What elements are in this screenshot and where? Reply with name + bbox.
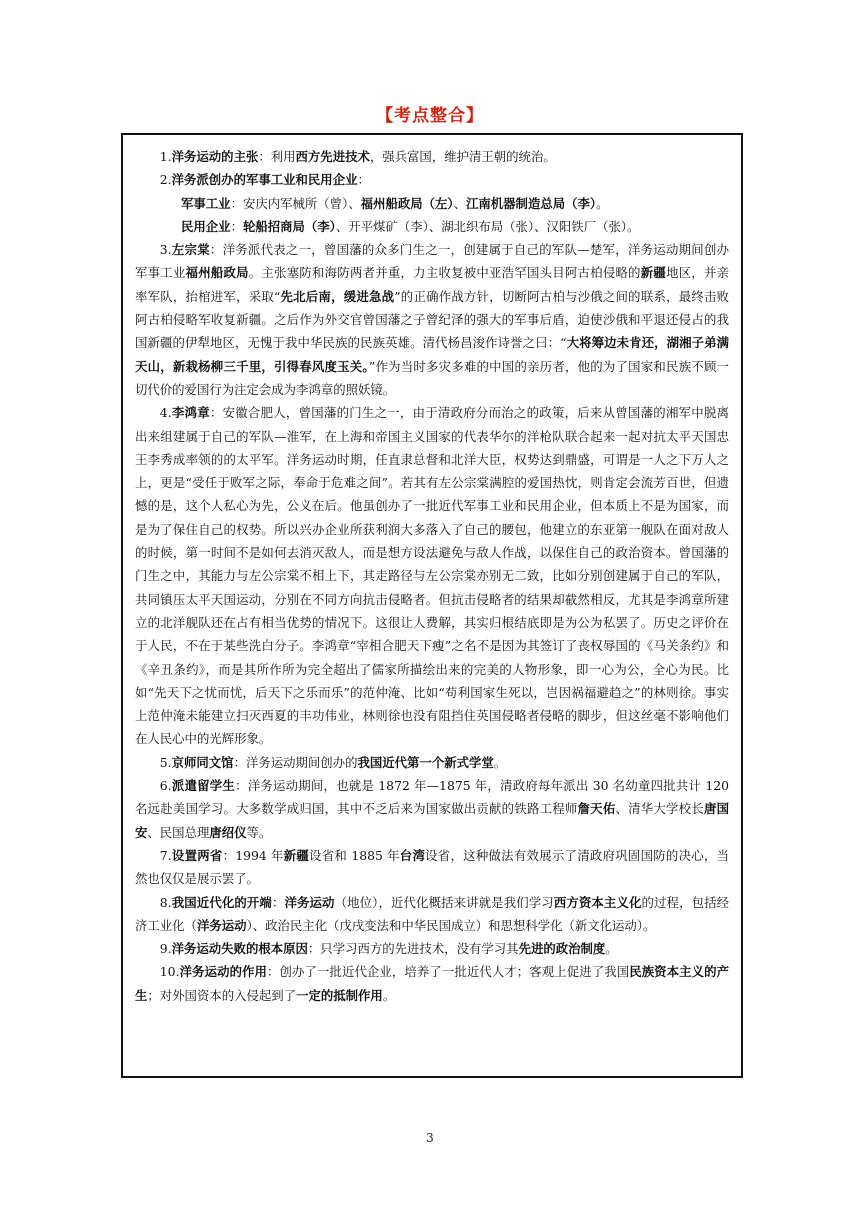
text-run: 的过程，包括经济工业化（ (135, 894, 730, 933)
bold-text: 唐国安 (135, 801, 730, 840)
page-number: 3 (426, 1131, 434, 1145)
text-run: ：安庆内军械所（曾）、 (230, 195, 361, 211)
text-run: 。 (605, 941, 618, 957)
text-run: 7. (159, 847, 172, 863)
content-box (121, 133, 743, 1078)
bold-text: 洋务运动的作用 (179, 964, 268, 980)
text-run: 、开平煤矿（李）、湖北织布局（张）、汉阳铁厂（张）。 (335, 218, 640, 234)
text-run: ：洋务运动期间创办的 (233, 754, 358, 770)
text-run: 设省，这种做法有效展示了清政府巩固国防的决心，当然也仅仅是展示罢了。 (135, 847, 730, 887)
paragraph-1 (135, 145, 729, 168)
text-run: ）、政治民主化（戊戌变法和中华民国成立）和思想科学化（新文化运动）。 (246, 917, 656, 933)
text-run: 8. (159, 894, 172, 910)
text-run: 设省和 1885 年 (309, 847, 400, 863)
bold-text: 我国近代第一个新式学堂 (357, 754, 494, 770)
text-run: ： (271, 894, 285, 910)
text-run: 。 (382, 987, 396, 1003)
bold-text: 西方先进技术 (295, 149, 370, 164)
text-run: 9. (159, 941, 172, 957)
text-run: ”作为当时多灾多难的中国的亲历者，他的为了国家和民族不顾一切代价的爱国行为注定会成为李鸿章的照妖镜。 (135, 358, 729, 397)
text-run: 10. (159, 964, 180, 980)
text-run: 2. (159, 172, 172, 188)
section-title: 【考点整合】 (376, 106, 484, 126)
bold-text: 民用企业 (181, 218, 231, 234)
text-run: 。主张塞防和海防两者并重，力主收复被中亚浩罕国头目阿古柏侵略的 (248, 265, 641, 281)
bold-text: 轮船招商局（李） (242, 218, 336, 234)
paragraph-9 (135, 844, 729, 891)
text-run: 、清华大学校长 (615, 801, 704, 817)
text-run: ： (357, 172, 370, 188)
text-run: ：创办了一批近代企业，培养了一批近代人才；客观上促进了我国 (267, 964, 630, 980)
text-run: 、民国总理 (147, 824, 210, 840)
text-run: （地位），近代化概括来讲就是我们学习 (334, 894, 554, 910)
bold-text: 詹天佑 (577, 801, 616, 817)
text-run: 。 (493, 754, 507, 770)
bold-text: 江南机器制造总局（李） (466, 195, 597, 211)
bold-text: 设置两省 (171, 847, 223, 863)
text-run: ：安徽合肥人，曾国藩的门生之一，由于清政府分而治之的政策，后来从曾国藩的湘军中脱离出来组建属于自己的军队—淮军，在上海和帝国主义国家的代表华尔的洋枪队联合起来一起对抗太平天国忠王李秀成率领的的太平军。洋务运动时期，任直隶总督和北洋大臣，权势达到鼎盛，可谓是一人之下万人之上，更是“受任于败军之际，奉命于危难之间”。若其有左公宗棠满腔的爱国热忱，则肯定会流芳百世，但遗憾的是，这个人私心为先，公义在后。他虽创办了一批近代军事工业和民用企业，但本质上不是为国家，而是为了保住自己的权势。所以兴办企业所获利润大多落入了自己的腰包，他建立的东亚第一舰队在面对敌人的时候，第一时间不是如何去消灭敌人，而是想方设法避免与敌人作战，以保住自己的政治资本。曾国藩的门生之中，其能力与左公宗棠不相上下，其走路径与左公宗棠亦别无二致，比如分别创建属于自己的军队，共同镇压太平天国运动，分别在不同方向抗击侵略者。但抗击侵略者的结果却截然相反，尤其是李鸿章所建立的北洋舰队还在占有相当优势的情况下。这很让人费解，其实归根结底即是为公为私罢了。历史之评价在于人民，不在于某些洗白分子。李鸿章“宰相合肥天下瘦”之名不是因为其签订了丧权辱国的《马关条约》和《辛丑条约》，而是其所作所为完全超出了儒家所描绘出来的完美的人物形象，即一心为公，全心为民。比如“先天下之忧而忧，后天下之乐而乐”的范仲淹、比如“苟利国家生死以，岂因祸福避趋之”的林则徐。事实上范仲淹未能建立扫灭西夏的丰功伟业，林则徐也没有阻挡住英国侵略者侵略的脚步，但这丝毫不影响他们在人民心中的光辉形象。 (135, 405, 730, 747)
bold-text: 我国近代化的开端 (171, 894, 272, 910)
paragraph-3 (135, 192, 729, 215)
bold-text: 军事工业 (181, 195, 231, 211)
bold-text: 新疆 (283, 847, 310, 863)
bold-text: 台湾 (399, 847, 426, 863)
bold-text: 李鸿章 (171, 405, 210, 421)
paragraph-2 (135, 168, 729, 191)
bold-text: 先进的政治制度 (518, 941, 606, 957)
bold-text: 洋务运动失败的根本原因 (171, 941, 308, 957)
text-run: 等。 (246, 824, 272, 840)
bold-text: 洋务运动 (196, 917, 247, 933)
paragraph-8 (135, 774, 729, 844)
bold-text: 新疆 (640, 265, 667, 281)
text-run: 5. (159, 754, 172, 770)
bold-text: 洋务派创办的军事工业和民用企业 (171, 172, 358, 188)
text-run: ：洋务运动期间，也就是 1872 年—1875 年，清政府每年派出 30 名幼童四批共计 120 名远赴美国学习。大多数学成归国，其中不乏后来为国家做出贡献的铁路工程师 (135, 778, 729, 817)
text-run: 1. (159, 149, 172, 164)
paragraph-10 (135, 891, 729, 938)
bold-text: 唐绍仪 (209, 824, 247, 840)
text-run: 3. (159, 242, 172, 258)
text-run: ：洋务派代表之一，曾国藩的众多门生之一，创建属于自己的军队—楚军，洋务运动期间创办军事工业 (135, 242, 730, 281)
bold-text: 福州船政局 (185, 265, 249, 281)
paragraph-11 (135, 937, 729, 960)
paragraph-4 (135, 215, 729, 238)
bold-text: 左宗棠 (171, 242, 210, 258)
text-run: ，强兵富国，维护清王朝的统治。 (369, 149, 556, 164)
bold-text: 洋务运动的主张 (171, 149, 259, 164)
bold-text: 民族资本主义的产生 (135, 964, 730, 1003)
text-run: ：1994 年 (222, 847, 284, 863)
text-run: 6. (159, 778, 172, 794)
bold-text: 一定的抵制作用 (296, 987, 383, 1003)
text-run: 4. (159, 405, 172, 421)
bold-text: 西方资本主义化 (553, 894, 642, 910)
text-run: 。 (596, 195, 609, 211)
bold-text: 福州船政局（左） (360, 195, 454, 211)
paragraph-5 (135, 238, 729, 401)
text-run: ；对外国资本的入侵起到了 (147, 987, 297, 1003)
bold-text: 洋务运动 (284, 894, 335, 910)
bold-text: 先北后南，缓进急战 (280, 288, 395, 304)
text-run: ：利用 (258, 149, 296, 164)
text-run: ： (230, 218, 243, 234)
text-run: ：只学习西方的先进技术，没有学习其 (307, 941, 519, 957)
paragraph-12 (135, 960, 729, 1007)
text-run: 地区，并亲率军队，抬棺进军，采取“ (135, 265, 730, 304)
bold-text: 京师同文馆 (171, 754, 234, 770)
bold-text: 派遣留学生 (171, 778, 236, 794)
paragraph-6 (135, 401, 729, 750)
paragraph-7 (135, 751, 729, 774)
bold-text: 大将筹边未肯还，湖湘子弟满天山，新栽杨柳三千里，引得春风度玉关。 (135, 335, 729, 374)
text-run: ”的正确作战方针，切断阿古柏与沙俄之间的联系，最终击败阿古柏侵略军收复新疆。之后作为外交官曾国藩之子曾纪泽的强大的军事后盾，迫使沙俄和平退还侵占的我国新疆的伊犁地区，无愧于我中华民族的民族英雄。清代杨昌浚作诗誉之曰：“ (135, 288, 730, 351)
text-run: 、 (453, 195, 466, 211)
